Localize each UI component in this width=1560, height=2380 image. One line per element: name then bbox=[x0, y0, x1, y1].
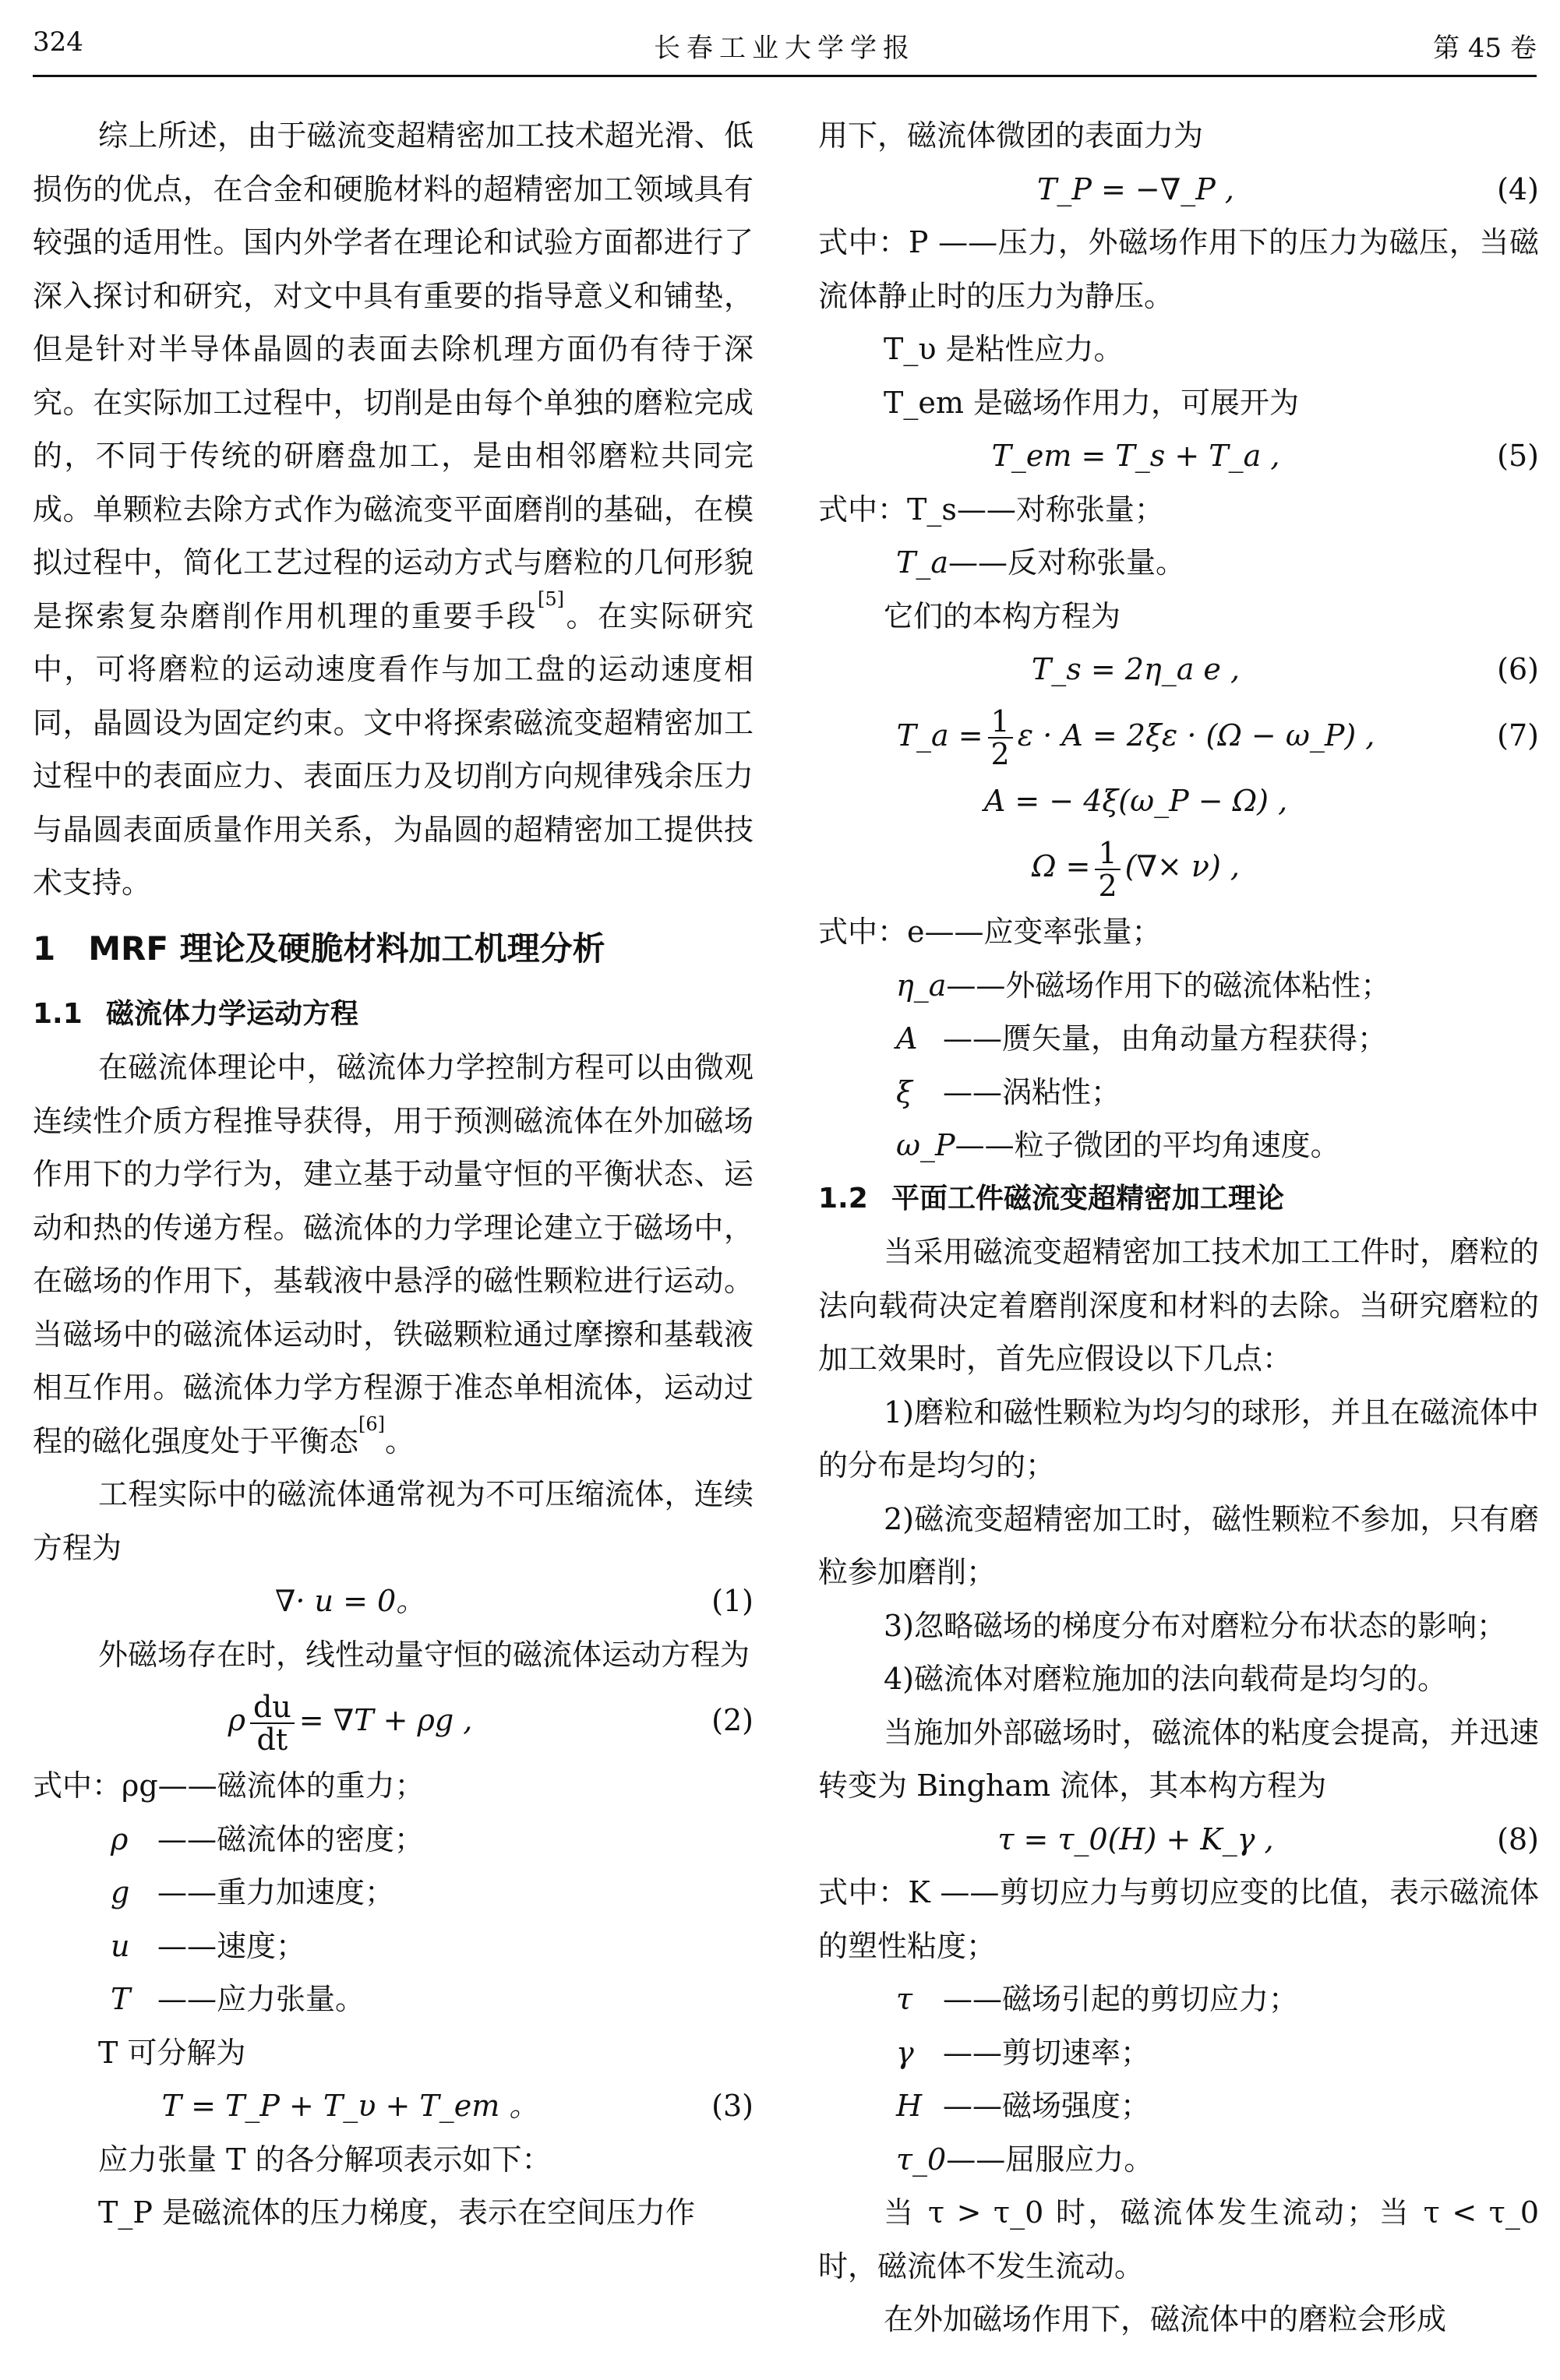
header-rule bbox=[33, 75, 1537, 77]
continued-paragraph: 用下，磁流体微团的表面力为 bbox=[818, 118, 1204, 153]
assumption-3: 3)忽略磁场的梯度分布对磨粒分布状态的影响； bbox=[884, 1608, 1507, 1643]
k-definition: 式中：K ——剪切应力与剪切应变的比值，表示磁流体的塑性粘度； bbox=[818, 1875, 1539, 1963]
load-paragraph: 当采用磁流变超精密加工技术加工工件时，磨粒的法向载荷决定着磨削深度和材料的去除。当研究磨粒的加工效果时，首先应假设以下几点： bbox=[818, 1235, 1539, 1376]
last-paragraph: 在外加磁场作用下，磁流体中的磨粒会形成 bbox=[884, 2302, 1447, 2336]
assumption-2: 2)磁流变超精密加工时，磁性颗粒不参加，只有磨粒参加磨削； bbox=[818, 1501, 1539, 1589]
tem-paragraph: T_em 是磁场作用力，可展开为 bbox=[884, 385, 1299, 420]
theory-paragraph: 在磁流体理论中，磁流体力学控制方程可以由微观连续性介质方程推导获得，用于预测磁流体在外加磁场作用下的力学行为，建立基于动量守恒的平衡状态、运动和热的传递方程。磁流体的力学理论建立于磁场中，在磁场的作用下，基载液中悬浮的磁性颗粒进行运动。当磁场中的磁流体运动时，铁磁颗粒通过摩擦和基载液相互作用。磁流体力学方程源于准态单相流体，运动过程的磁化强度处于平衡态[6]。 bbox=[33, 1050, 754, 1458]
definition-T: T ——应力张量。 bbox=[111, 1982, 365, 2016]
definition-tau: τ ——磁场引起的剪切应力； bbox=[896, 1982, 1299, 2016]
assumption-1: 1)磨粒和磁性颗粒为均匀的球形，并且在磁流体中的分布是均匀的； bbox=[818, 1395, 1539, 1483]
definition-u: u ——速度； bbox=[111, 1928, 306, 1963]
definition-g: g ——重力加速度； bbox=[111, 1875, 395, 1909]
pressure-definition: 式中：P ——压力，外磁场作用下的压力为磁压，当磁流体静止时的压力为静压。 bbox=[818, 225, 1539, 313]
definition-rho: ρ ——磁流体的密度； bbox=[111, 1821, 425, 1856]
equation-3: T = T_P + T_υ + T_em 。 (3) bbox=[161, 2089, 754, 2123]
momentum-paragraph: 外磁场存在时，线性动量守恒的磁流体运动方程为 bbox=[98, 1637, 750, 1672]
definition-tau0: τ_0——屈服应力。 bbox=[896, 2142, 1154, 2177]
tv-paragraph: T_υ 是粘性应力。 bbox=[884, 332, 1124, 366]
definition-e: 式中：e——应变率张量； bbox=[818, 915, 1162, 949]
definition-H: H ——磁场强度； bbox=[896, 2089, 1151, 2123]
definition-xi: ξ ——涡粘性； bbox=[896, 1074, 1121, 1109]
definition-Ta: T_a——反对称张量。 bbox=[896, 545, 1186, 580]
equation-4: T_P = −∇_P , (4) bbox=[1036, 171, 1539, 206]
citation-6[interactable]: [6] bbox=[358, 1412, 386, 1435]
tp-paragraph: T_P 是磁流体的压力梯度，表示在空间压力作 bbox=[98, 2195, 695, 2230]
equation-8: τ = τ_0(H) + K_γ , (8) bbox=[997, 1821, 1539, 1856]
definition-gamma: γ ——剪切速率； bbox=[896, 2035, 1151, 2070]
right-column bbox=[818, 109, 1539, 2347]
subsection-heading-1-2: 1.2 平面工件磁流变超精密加工理论 bbox=[818, 1182, 1285, 1215]
equation-6: T_s = 2η_a e , (6) bbox=[1031, 652, 1539, 686]
equation-7: T_a = $\frac{1}{2}$ ε · A = 2ξε · (Ω − ω_P) , (7) bbox=[896, 704, 1539, 771]
definition-eta: η_a——外磁场作用下的磁流体粘性； bbox=[896, 968, 1391, 1003]
intro-paragraph: 综上所述，由于磁流变超精密加工技术超光滑、低损伤的优点，在合金和硬脆材料的超精密加工领域具有较强的适用性。国内外学者在理论和试验方面都进行了深入探讨和研究，对文中具有重要的指导意义和铺垫，但是针对半导体晶圆的表面去除机理方面仍有待于深究。在实际加工过程中，切削是由每个单独的磨粒完成的，不同于传统的研磨盘加工，是由相邻磨粒共同完成。单颗粒去除方式作为磁流变平面磨削的基础，在模拟过程中，简化工艺过程的运动方式与磨粒的几何形貌是探索复杂磨削作用机理的重要手段[5]。在实际研究中，可将磨粒的运动速度看作与加工盘的运动速度相同，晶圆设为固定约束。文中将探索磁流变超精密加工过程中的表面应力、表面压力及切削方向规律残余压力与晶圆表面质量作用关系，为晶圆的超精密加工提供技术支持。 bbox=[33, 118, 754, 900]
terms-paragraph: 应力张量 T 的各分解项表示如下： bbox=[98, 2142, 552, 2177]
journal-title: 长春工业大学学报 bbox=[654, 33, 916, 64]
citation-5[interactable]: [5] bbox=[537, 587, 564, 610]
definition-A: A ——赝矢量，由角动量方程获得； bbox=[896, 1021, 1388, 1056]
definition-rho-g: 式中：ρg——磁流体的重力； bbox=[33, 1768, 425, 1803]
bingham-paragraph: 当施加外部磁场时，磁流体的粘度会提高，并迅速转变为 Bingham 流体，其本构方程为 bbox=[818, 1715, 1539, 1803]
page-number: 324 bbox=[33, 26, 83, 58]
section-heading-1: 1 MRF 理论及硬脆材料加工机理分析 bbox=[33, 929, 605, 968]
decompose-paragraph: T 可分解为 bbox=[98, 2035, 246, 2070]
incompressible-paragraph: 工程实际中的磁流体通常视为不可压缩流体，连续方程为 bbox=[33, 1477, 754, 1565]
running-header bbox=[33, 26, 1537, 73]
definition-Ts: 式中：T_s——对称张量； bbox=[818, 492, 1164, 527]
equation-7-omega: Ω = $\frac{1}{2}$ (∇× ν) , bbox=[1032, 835, 1240, 903]
flow-paragraph: 当 τ > τ_0 时，磁流体发生流动；当 τ < τ_0 时，磁流体不发生流动。 bbox=[818, 2195, 1539, 2283]
equation-2: ρ $\frac{du}{dt}$ = ∇T + ρg , (2) bbox=[228, 1689, 754, 1757]
left-column bbox=[33, 109, 754, 2240]
definition-omega-p: ω_P——粒子微团的平均角速度。 bbox=[896, 1128, 1340, 1162]
subsection-heading-1-1: 1.1 磁流体力学运动方程 bbox=[33, 997, 359, 1030]
volume-label: 第 45 卷 bbox=[1433, 33, 1537, 64]
assumption-4: 4)磁流体对磨粒施加的法向载荷是均匀的。 bbox=[884, 1662, 1448, 1696]
equation-1: ∇· u = 0。 (1) bbox=[274, 1584, 754, 1618]
equation-5: T_em = T_s + T_a , (5) bbox=[991, 439, 1539, 473]
equation-7-A: A = − 4ξ(ω_P − Ω) , bbox=[983, 783, 1288, 818]
constitutive-paragraph: 它们的本构方程为 bbox=[884, 598, 1121, 633]
